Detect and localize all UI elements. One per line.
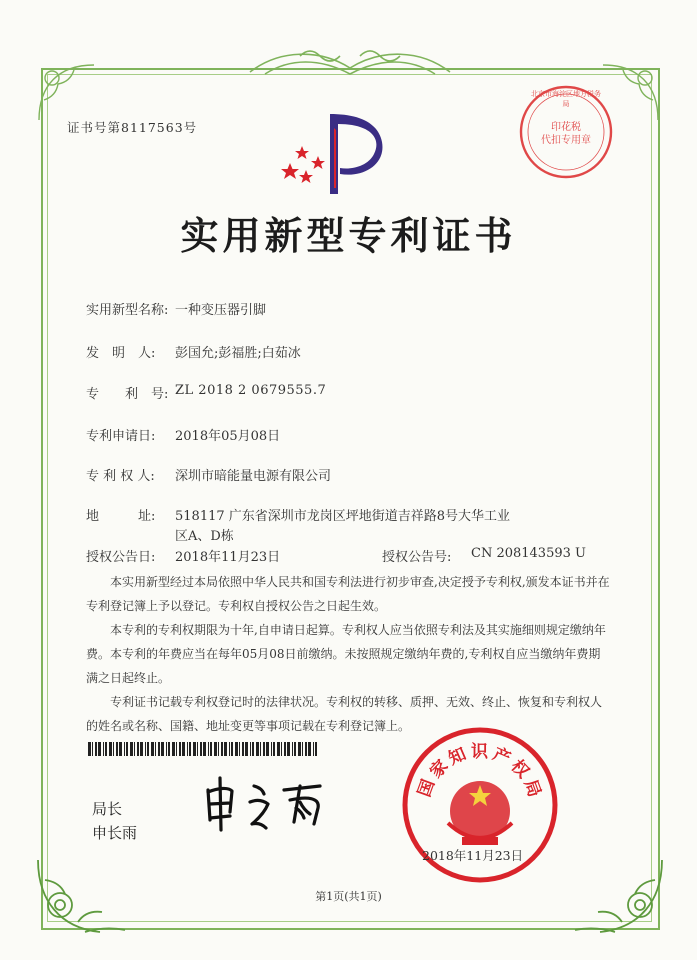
tax-stamp-text bbox=[517, 121, 615, 147]
barcode-bar bbox=[210, 742, 212, 756]
barcode-bar bbox=[98, 742, 101, 756]
certificate-title: 实用新型专利证书 bbox=[180, 213, 517, 258]
grant-date-label: 授权公告日: bbox=[86, 550, 156, 565]
patent-number-value: ZL 2018 2 0679555.7 bbox=[175, 383, 327, 398]
barcode-bar bbox=[113, 742, 114, 756]
seal-char: 权 bbox=[506, 756, 533, 783]
inventor-value: 彭国允;彭福胜;白茹冰 bbox=[175, 346, 301, 361]
barcode bbox=[88, 742, 318, 756]
barcode-bar bbox=[271, 742, 272, 756]
address-label: 地 址: bbox=[86, 509, 156, 524]
barcode-bar bbox=[103, 742, 104, 756]
seal-date: 2018年11月23日 bbox=[422, 848, 524, 863]
patentee-value: 深圳市暗能量电源有限公司 bbox=[175, 469, 332, 484]
patent-office-emblem-icon bbox=[278, 108, 388, 198]
barcode-bar bbox=[155, 742, 156, 756]
seal-char: 知 bbox=[445, 743, 470, 770]
barcode-bar bbox=[292, 742, 293, 756]
tax-stamp bbox=[517, 83, 615, 181]
filing-date-value: 2018年05月08日 bbox=[175, 429, 281, 444]
barcode-bar bbox=[109, 742, 112, 756]
barcode-bar bbox=[229, 742, 230, 756]
barcode-bar bbox=[95, 742, 97, 756]
barcode-bar bbox=[124, 742, 125, 756]
barcode-bar bbox=[313, 742, 314, 756]
barcode-bar bbox=[92, 742, 93, 756]
barcode-bar bbox=[260, 742, 261, 756]
handwritten-signature bbox=[196, 772, 346, 832]
barcode-bar bbox=[277, 742, 280, 756]
barcode-bar bbox=[176, 742, 177, 756]
barcode-bar bbox=[166, 742, 167, 756]
tax-stamp-line2: 代扣专用章 bbox=[541, 135, 591, 146]
barcode-bar bbox=[263, 742, 265, 756]
certificate-inner-border bbox=[47, 74, 652, 922]
barcode-bar bbox=[130, 742, 133, 756]
barcode-bar bbox=[284, 742, 286, 756]
barcode-bar bbox=[224, 742, 227, 756]
barcode-bar bbox=[218, 742, 219, 756]
barcode-bar bbox=[193, 742, 196, 756]
barcode-bar bbox=[252, 742, 254, 756]
grant-number-value: CN 208143593 U bbox=[471, 546, 586, 561]
barcode-bar bbox=[305, 742, 307, 756]
patentee-label: 专 利 权 人: bbox=[86, 469, 155, 484]
address-line1: 518117 广东省深圳市龙岗区坪地街道吉祥路8号大华工业 bbox=[175, 509, 511, 524]
seal-char: 识 bbox=[471, 742, 488, 762]
grant-date-value: 2018年11月23日 bbox=[175, 550, 281, 565]
tax-stamp-ring-text: 北京市海淀区地方税务局 bbox=[531, 90, 601, 108]
barcode-bar bbox=[179, 742, 181, 756]
seal-char: 局 bbox=[519, 777, 544, 800]
barcode-bar bbox=[119, 742, 122, 756]
barcode-bar bbox=[242, 742, 244, 756]
barcode-bar bbox=[140, 742, 143, 756]
certificate-body bbox=[86, 570, 612, 738]
barcode-bar bbox=[298, 742, 301, 756]
seal-char: 产 bbox=[489, 743, 514, 770]
barcode-bar bbox=[221, 742, 223, 756]
barcode-bar bbox=[208, 742, 209, 756]
barcode-bar bbox=[308, 742, 311, 756]
tax-stamp-line1: 印花税 bbox=[551, 122, 581, 133]
seal-char: 家 bbox=[426, 756, 453, 783]
barcode-bar bbox=[187, 742, 188, 756]
certificate-number: 证书号第8117563号 bbox=[67, 120, 198, 135]
barcode-bar bbox=[116, 742, 118, 756]
inventor-label: 发 明 人: bbox=[86, 346, 156, 361]
signature-name: 申长雨 bbox=[92, 824, 138, 842]
barcode-bar bbox=[302, 742, 303, 756]
address-line2: 区A、D栋 bbox=[175, 529, 234, 544]
barcode-bar bbox=[231, 742, 233, 756]
barcode-bar bbox=[266, 742, 269, 756]
page-footer: 第1页(共1页) bbox=[315, 890, 382, 903]
body-paragraph-1: 本实用新型经过本局依照中华人民共和国专利法进行初步审查,决定授予专利权,颁发本证书并在专利登记簿上予以登记。专利权自授权公告之日起生效。 bbox=[86, 575, 610, 613]
barcode-bar bbox=[294, 742, 296, 756]
barcode-bar bbox=[145, 742, 146, 756]
barcode-bar bbox=[182, 742, 185, 756]
barcode-bar bbox=[315, 742, 317, 756]
name-value: 一种变压器引脚 bbox=[175, 303, 267, 318]
barcode-bar bbox=[245, 742, 248, 756]
top-ornament bbox=[240, 44, 460, 84]
barcode-bar bbox=[137, 742, 139, 756]
barcode-bar bbox=[147, 742, 149, 756]
body-paragraph-2: 本专利的专利权期限为十年,自申请日起算。专利权人应当依照专利法及其实施细则规定缴纳年费。本专利的年费应当在每年05月08日前缴纳。未按照规定缴纳年费的,专利权自应当缴纳年费期满之日起终止。 bbox=[86, 623, 606, 685]
barcode-bar bbox=[203, 742, 206, 756]
barcode-bar bbox=[235, 742, 238, 756]
patent-number-label: 专 利 号: bbox=[86, 387, 169, 402]
filing-date-label: 专利申请日: bbox=[86, 429, 156, 444]
signature-role: 局长 bbox=[92, 800, 123, 818]
barcode-bar bbox=[239, 742, 240, 756]
name-label: 实用新型名称: bbox=[86, 303, 169, 318]
barcode-bar bbox=[88, 742, 91, 756]
barcode-bar bbox=[158, 742, 160, 756]
barcode-bar bbox=[151, 742, 154, 756]
barcode-bar bbox=[189, 742, 191, 756]
barcode-bar bbox=[287, 742, 290, 756]
barcode-bar bbox=[168, 742, 170, 756]
barcode-bar bbox=[200, 742, 202, 756]
body-paragraph-3: 专利证书记载专利权登记时的法律状况。专利权的转移、质押、无效、终止、恢复和专利权人的姓名或名称、国籍、地址变更等事项记载在专利登记簿上。 bbox=[86, 695, 603, 733]
barcode-bar bbox=[256, 742, 259, 756]
barcode-bar bbox=[126, 742, 128, 756]
barcode-bar bbox=[161, 742, 164, 756]
barcode-bar bbox=[273, 742, 275, 756]
barcode-bar bbox=[214, 742, 217, 756]
barcode-bar bbox=[281, 742, 282, 756]
barcode-bar bbox=[250, 742, 251, 756]
grant-number-label: 授权公告号: bbox=[382, 550, 452, 565]
barcode-bar bbox=[197, 742, 198, 756]
seal-char: 国 bbox=[415, 777, 440, 800]
barcode-bar bbox=[172, 742, 175, 756]
barcode-bar bbox=[134, 742, 135, 756]
barcode-bar bbox=[105, 742, 107, 756]
